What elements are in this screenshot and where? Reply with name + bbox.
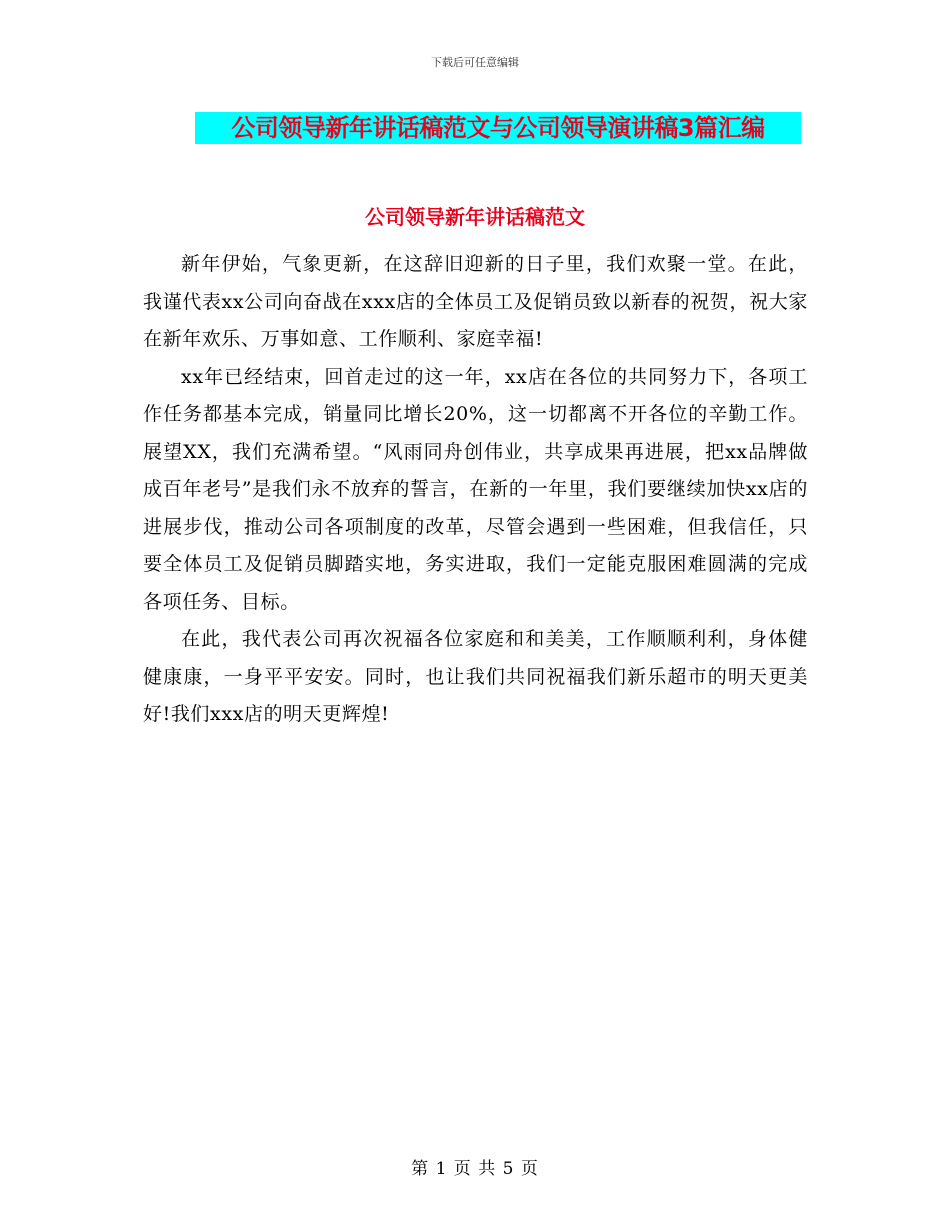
footer-mid: 页 共 <box>453 1159 497 1179</box>
page-footer <box>0 1154 950 1179</box>
document-title: 公司领导新年讲话稿范文与公司领导演讲稿3篇汇编 <box>231 114 765 142</box>
header-note: 下载后可任意编辑 <box>431 56 519 69</box>
document-title-highlight <box>195 112 801 144</box>
paragraph-3: 在此，我代表公司再次祝福各位家庭和和美美，工作顺顺利利，身体健健康康，一身平平安安。同时，也让我们共同祝福我们新乐超市的明天更美好!我们xxx店的明天更辉煌! <box>143 628 808 725</box>
paragraph-1: 新年伊始，气象更新，在这辞旧迎新的日子里，我们欢聚一堂。在此，我谨代表xx公司向奋战在xxx店的全体员工及促销员致以新春的祝贺，祝大家在新年欢乐、万事如意、工作顺利、家庭幸福! <box>143 253 808 350</box>
footer-page-number: 1 <box>435 1159 448 1179</box>
footer-suffix: 页 <box>520 1159 539 1179</box>
paragraph-2: xx年已经结束，回首走过的这一年，xx店在各位的共同努力下，各项工作任务都基本完成，销量同比增长20%，这一切都离不开各位的辛勤工作。展望XX，我们充满希望。“风雨同舟创伟业，共享成果再进展，把xx品牌做成百年老号”是我们永不放弃的誓言，在新的一年里，我们要继续加快xx店的进展步伐，推动公司各项制度的改革，尽管会遇到一些困难，但我信任，只要全体员工及促销员脚踏实地，务实进取，我们一定能克服困难圆满的完成各项任务、目标。 <box>143 365 808 613</box>
section-title: 公司领导新年讲话稿范文 <box>365 205 585 229</box>
body-text <box>143 246 808 734</box>
footer-prefix: 第 <box>411 1159 430 1179</box>
footer-total-pages: 5 <box>502 1159 515 1179</box>
